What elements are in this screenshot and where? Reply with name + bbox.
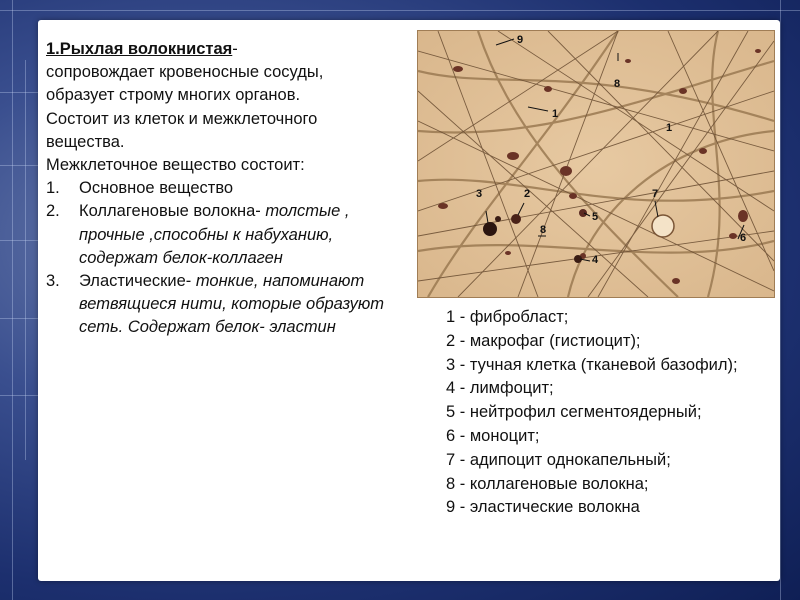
intro-line: Межклеточное вещество состоит: — [46, 156, 305, 175]
legend-item: 1 - фибробласт; — [446, 308, 569, 326]
slide-title-line: 1.Рыхлая волокнистая- — [46, 40, 238, 58]
grid-line — [0, 240, 38, 241]
grid-line — [0, 395, 38, 396]
grid-line — [0, 318, 38, 319]
list-item: 2. Коллагеновые волокна- толстые , прочные ,способны к набуханию, содержат белок-коллаген — [46, 202, 350, 267]
list-item: 3. Эластические- тонкие, напоминают ветвящиеся нити, которые образуют сеть. Содержат белок- эластин — [46, 272, 385, 337]
legend-item: 2 - макрофаг (гистиоцит); — [446, 331, 641, 350]
label-8-bottom: 8 — [540, 224, 547, 236]
label-9: 9 — [517, 34, 524, 46]
label-7: 7 — [652, 188, 659, 200]
legend-item: 6 - моноцит; — [446, 426, 540, 445]
micrograph-svg — [418, 31, 774, 297]
legend-item: 8 - коллагеновые волокна; — [446, 474, 649, 493]
intro-line: вещества. — [46, 132, 125, 151]
intro-line: сопровождает кровеносные сосуды, — [46, 63, 324, 82]
grid-line — [0, 10, 800, 11]
grid-line — [0, 165, 38, 166]
slide — [38, 20, 780, 581]
mast-cell — [483, 222, 497, 236]
list-item: 1. Основное вещество — [46, 179, 234, 198]
label-6: 6 — [740, 232, 747, 244]
slide-title: 1.Рыхлая волокнистая — [46, 40, 233, 58]
label-1-b: 1 — [666, 122, 673, 134]
intro-line: Состоит из клеток и межклеточного — [46, 109, 318, 128]
legend-item: 5 - нейтрофил сегментоядерный; — [446, 403, 702, 422]
intro-line: образует строму многих органов. — [46, 86, 301, 105]
grid-line — [25, 60, 26, 460]
legend-item: 7 - адипоцит однокапельный; — [446, 450, 671, 469]
legend-item: 4 - лимфоцит; — [446, 379, 554, 398]
legend-item: 9 - эластические волокна — [446, 498, 640, 517]
label-5: 5 — [592, 211, 599, 223]
grid-line — [12, 0, 13, 600]
micrograph-image — [417, 30, 775, 298]
legend-item: 3 - тучная клетка (тканевой базофил); — [446, 355, 738, 374]
macrophage — [511, 214, 521, 224]
label-8-top: 8 — [614, 78, 621, 90]
neutrophil — [579, 209, 587, 217]
label-4: 4 — [592, 254, 599, 266]
label-2: 2 — [524, 188, 531, 200]
label-3: 3 — [476, 188, 483, 200]
description-text — [46, 38, 411, 340]
legend — [446, 306, 776, 520]
grid-line — [0, 92, 38, 93]
component-list — [46, 177, 411, 339]
label-1-a: 1 — [552, 108, 559, 120]
adipocyte — [652, 215, 674, 237]
grid-line — [780, 0, 781, 600]
